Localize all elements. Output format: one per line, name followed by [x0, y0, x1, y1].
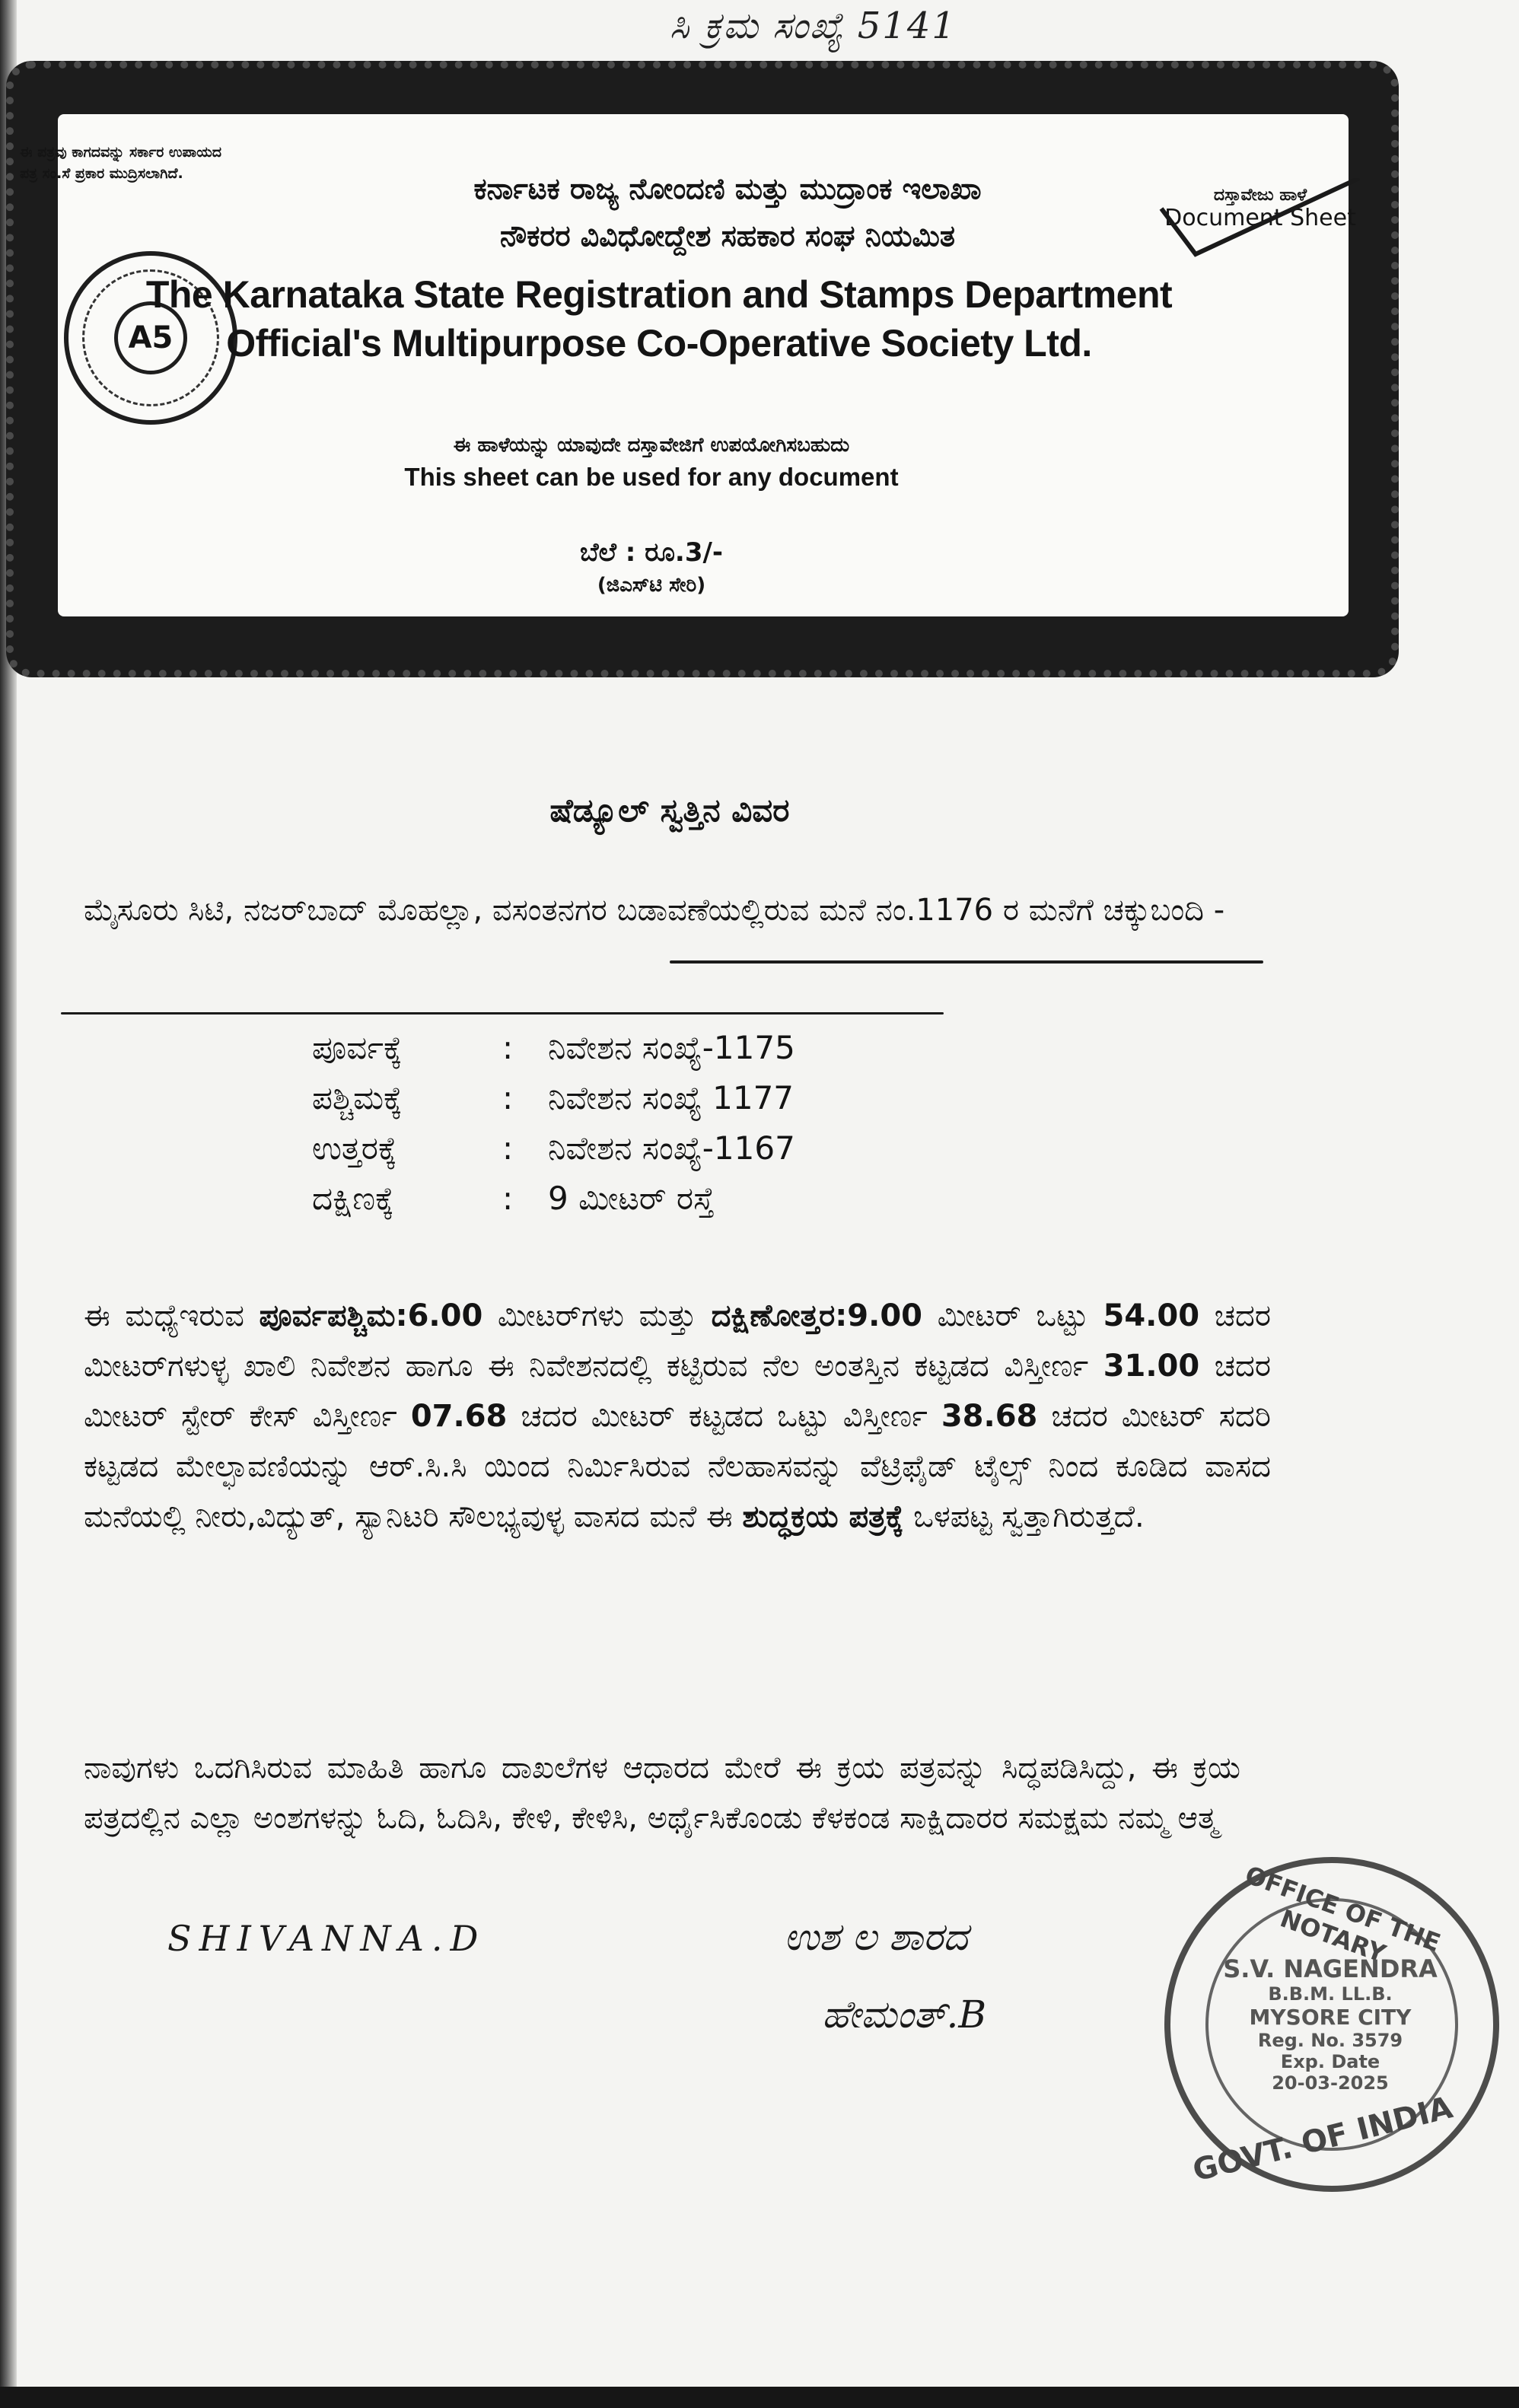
- ground-floor-area: 31.00: [1103, 1349, 1200, 1384]
- price: ಬೆಲೆ : ರೂ.3/-: [579, 537, 724, 568]
- boundary-east-value: ನಿವೇಶನ ಸಂಖ್ಯೆ-1175: [548, 1029, 795, 1066]
- boundary-south-value: 9 ಮೀಟರ್ ರಸ್ತೆ: [548, 1180, 715, 1217]
- measure-text: ಮೀಟರ್ ಒಟ್ಟು: [922, 1298, 1103, 1333]
- usage-english: This sheet can be used for any document: [404, 463, 899, 491]
- page-bottom-edge: [0, 2387, 1519, 2408]
- boundary-west-value: ನಿವೇಶನ ಸಂಖ್ಯೆ 1177: [548, 1079, 795, 1116]
- east-west-dimension: ಪೂರ್ವಪಶ್ಚಿಮ:6.00: [259, 1298, 483, 1333]
- notary-name: S.V. NAGENDRA: [1223, 1954, 1438, 1983]
- notary-seal-icon: [1164, 1857, 1499, 2192]
- property-intro: ಮೈಸೂರು ಸಿಟಿ, ನಜರ್‌ಬಾದ್ ಮೊಹಲ್ಲಾ, ವಸಂತನಗರ ಬಡಾವಣೆಯಲ್ಲಿರುವ ಮನೆ ನಂ.1176 ರ ಮನೆಗೆ ಚಕ್ಕುಬಂದಿ -: [84, 893, 1225, 928]
- notary-qualification: B.B.M. LL.B.: [1268, 1983, 1393, 2005]
- measure-text: ಚದರ ಮೀಟರ್‌ಗಳುಳ್ಳ ಖಾಲಿ ನಿವೇಶನ ಹಾಗೂ ಈ ನಿವೇಶನದಲ್ಲಿ ಕಟ್ಟಿರುವ ನೆಲ ಅಂತಸ್ತಿನ ಕಟ್ಟಡದ ವಿಸ್ತೀರ್ಣ: [84, 1298, 1271, 1384]
- measure-text: ಚದರ ಮೀಟರ್ ಕಟ್ಟಡದ ಒಟ್ಟು ವಿಸ್ತೀರ್ಣ: [507, 1399, 941, 1434]
- measure-text: ಚದರ ಮೀಟರ್ ಸ್ಟೇರ್ ಕೇಸ್ ವಿಸ್ತೀರ್ಣ: [84, 1349, 1271, 1434]
- signature-shivanna: SHIVANNA.D: [167, 1918, 486, 1959]
- document-sheet-english: Document Sheet: [1164, 205, 1356, 231]
- kannada-title-line-1: ಕರ್ನಾಟಕ ರಾಜ್ಯ ನೋಂದಣಿ ಮತ್ತು ಮುದ್ರಾಂಕ ಇಲಾಖಾ: [473, 172, 982, 205]
- signature-second: ಉಶ ಲ ಶಾರದ: [784, 1915, 968, 1959]
- document-sheet-kannada: ದಸ್ತಾವೇಜು ಹಾಳೆ: [1213, 186, 1307, 205]
- boundary-north-value: ನಿವೇಶನ ಸಂಖ್ಯೆ-1167: [548, 1129, 795, 1167]
- notary-city: MYSORE CITY: [1249, 2005, 1412, 2030]
- measurement-paragraph: [84, 1291, 1271, 1542]
- document-sheet-label: [1154, 186, 1367, 231]
- measure-text: ಮೀಟರ್‌ಗಳು ಮತ್ತು: [482, 1298, 712, 1333]
- notary-top-arc: OFFICE OF THE NOTARY: [1241, 1860, 1444, 1969]
- gst-note: (ಜಿಎಸ್‌ಟಿ ಸೇರಿ): [597, 574, 706, 597]
- notary-bottom-arc: GOVT. OF INDIA: [1189, 2090, 1457, 2189]
- signature-hemanth: ಹೇಮಂತ್.B: [822, 1992, 987, 2037]
- underline: [670, 960, 1263, 964]
- building-total-area: 38.68: [941, 1399, 1038, 1434]
- english-title-line-2: Official's Multipurpose Co-Operative Society Ltd.: [226, 322, 1092, 365]
- corner-text-line-2: ಪತ್ರ ಸಂ.ಸೆ ಪ್ರಕಾರ ಮುದ್ರಿಸಲಾಗಿದೆ.: [20, 165, 183, 182]
- kannada-title-line-2: ನೌಕರರ ವಿವಿಧೋದ್ದೇಶ ಸಹಕಾರ ಸಂಘ ನಿಯಮಿತ: [499, 219, 956, 253]
- checkmark-icon: [1154, 178, 1367, 262]
- seal-label: A5: [114, 301, 187, 374]
- boundary-colon: :: [502, 1079, 514, 1116]
- top-handwritten-number: ಸಿ ಕ್ರಮ ಸಂಖ್ಯೆ 5141: [670, 5, 957, 47]
- boundary-north-direction: ಉತ್ತರಕ್ಕೆ: [312, 1129, 397, 1167]
- stamp-paper-panel: [20, 114, 1356, 616]
- measure-text: ಚದರ ಮೀಟರ್ ಸದರಿ ಕಟ್ಟಡದ ಮೇಲ್ಛಾವಣಿಯನ್ನು ಆರ್.ಸಿ.ಸಿ ಯಿಂದ ನಿರ್ಮಿಸಿರುವ ನೆಲಹಾಸವನ್ನು ವೆಟ್ರಿಫೈಡ್ ಟೈಲ್ಸ್ ನಿಂದ ಕೂಡಿದ ವಾಸದ ಮನೆಯಲ್ಲಿ ನೀರು,ವಿದ್ಯುತ್, ಸ್ಯಾನಿಟರಿ ಸೌಲಭ್ಯವುಳ್ಳ ವಾಸದ ಮನೆ ಈ: [84, 1399, 1271, 1534]
- north-south-dimension: ದಕ್ಷಿಣೋತ್ತರ:9.00: [711, 1298, 922, 1333]
- boundary-colon: :: [502, 1129, 514, 1167]
- english-title-line-1: The Karnataka State Registration and Stamps Department: [145, 273, 1173, 316]
- boundary-west-direction: ಪಶ್ಚಿಮಕ್ಕೆ: [312, 1079, 403, 1116]
- corner-text-line-1: ಈ ಪತ್ರವು ಕಾಗದವನ್ನು ಸರ್ಕಾರ ಉಪಾಯದ: [20, 144, 222, 161]
- boundary-east-direction: ಪೂರ್ವಕ್ಕೆ: [312, 1029, 403, 1066]
- usage-kannada: ಈ ಹಾಳೆಯನ್ನು ಯಾವುದೇ ದಸ್ತಾವೇಜಿಗೆ ಉಪಯೋಗಿಸಬಹುದು: [453, 434, 850, 457]
- notary-details: [1216, 1954, 1444, 2094]
- boundary-colon: :: [502, 1180, 514, 1217]
- notary-date: 20-03-2025: [1272, 2072, 1389, 2094]
- staircase-area: 07.68: [410, 1399, 508, 1434]
- deed-reference: ಶುದ್ಧಕ್ರಯ ಪತ್ರಕ್ಕೆ: [742, 1499, 904, 1534]
- schedule-heading: ಷೆಡ್ಯೂಲ್ ಸ್ವತ್ತಿನ ವಿವರ: [549, 792, 790, 829]
- separator-line: [61, 1012, 944, 1014]
- declaration-paragraph: ನಾವುಗಳು ಒದಗಿಸಿರುವ ಮಾಹಿತಿ ಹಾಗೂ ದಾಖಲೆಗಳ ಆಧಾರದ ಮೇರೆ ಈ ಕ್ರಯ ಪತ್ರವನ್ನು ಸಿದ್ಧಪಡಿಸಿದ್ದು, ಈ ಕ್ರಯ ಪತ್ರದಲ್ಲಿನ ಎಲ್ಲಾ ಅಂಶಗಳನ್ನು ಓದಿ, ಓದಿಸಿ, ಕೇಳಿ, ಕೇಳಿಸಿ, ಅರ್ಥೈಸಿಕೊಂಡು ಕೆಳಕಂಡ ಸಾಕ್ಷಿದಾರರ ಸಮಕ್ಷಮ ನಮ್ಮ ಆತ್ಮ: [84, 1750, 1240, 1836]
- notary-exp: Exp. Date: [1280, 2051, 1380, 2072]
- notary-reg: Reg. No. 3579: [1257, 2030, 1403, 2051]
- stamp-paper-border: [6, 61, 1399, 677]
- measure-text: ಒಳಪಟ್ಟ ಸ್ವತ್ತಾಗಿರುತ್ತದೆ.: [903, 1499, 1145, 1534]
- total-site-area: 54.00: [1103, 1298, 1200, 1333]
- boundary-colon: :: [502, 1029, 514, 1066]
- measure-text: ಈ ಮಧ್ಯೆಇರುವ: [84, 1298, 260, 1333]
- stamp-corner-text: [20, 142, 294, 184]
- boundary-south-direction: ದಕ್ಷಿಣಕ್ಕೆ: [312, 1180, 394, 1217]
